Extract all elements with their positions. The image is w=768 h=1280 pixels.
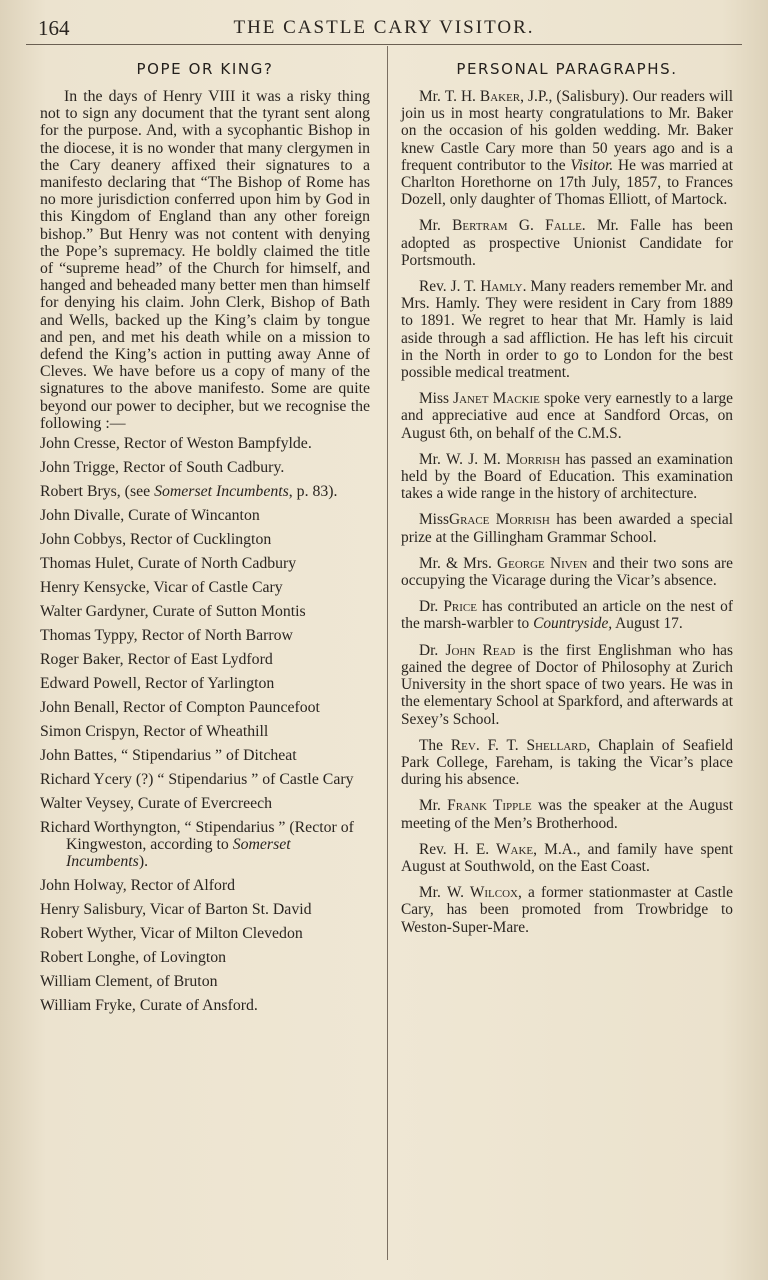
signatory-entry <box>40 675 370 692</box>
paragraph-text-tail: August 17. <box>612 615 683 633</box>
paragraph-prefix: Rev. <box>419 840 454 858</box>
signatory-text: John Benall, Rector of Compton Pauncefoot <box>40 699 320 717</box>
signatory-entry <box>40 901 370 918</box>
paragraph-text: . Mr. Falle has been adopted as prospective Unionist Candidate for Portsmouth. <box>401 217 734 269</box>
signatory-text: Henry Salisbury, Vicar of Barton St. David <box>40 901 312 919</box>
paragraph-prefix: Mr. <box>419 217 453 235</box>
signatory-text: John Divalle, Curate of Wincanton <box>40 507 260 525</box>
personal-paragraph <box>401 737 733 789</box>
paragraph-prefix: Rev. <box>419 278 451 296</box>
signatory-entry <box>40 699 370 716</box>
page-header <box>26 8 742 45</box>
personal-paragraph <box>401 88 733 208</box>
paragraph-prefix: Mr. <box>419 450 447 468</box>
paragraph-text: , M.A., and family have spent August at Southwold, on the East Coast. <box>401 840 733 875</box>
italic-title: Countryside, <box>533 615 613 633</box>
signatory-text: John Cresse, Rector of Weston Bampfylde. <box>40 435 312 453</box>
signatory-entry <box>40 795 370 812</box>
paragraph-prefix: The <box>419 736 451 754</box>
signatory-entry <box>40 483 370 500</box>
personal-paragraphs-list <box>401 88 733 936</box>
person-name: Rev. F. T. Shellard <box>450 736 587 754</box>
signatory-entry <box>40 555 370 572</box>
signatory-entry <box>40 819 370 870</box>
paragraph-prefix: Mr. <box>419 884 447 902</box>
paragraph-text: was the speaker at the August meeting of the Men’s Brotherhood. <box>401 797 733 832</box>
person-name: J. T. Hamly <box>450 278 523 296</box>
personal-paragraph <box>401 217 733 269</box>
paragraph-text: is the first Englishman who has gained the degree of Doctor of Philosophy at Zurich University in the short space of two years. He was in the elementary School at Sparkford, and afterwards at Sexey’s School. <box>401 641 733 728</box>
page-number: 164 <box>38 16 70 40</box>
signatory-entry <box>40 997 370 1014</box>
personal-paragraph <box>401 797 733 831</box>
source-title: Somerset Incumbents <box>66 836 291 871</box>
signatory-text: William Clement, of Bruton <box>40 973 218 991</box>
paragraph-prefix: Dr. <box>419 598 444 616</box>
paragraph-prefix: Mr. & Mrs. <box>419 554 497 572</box>
signatory-text: Henry Kensycke, Vicar of Castle Cary <box>40 579 283 597</box>
signatories-list <box>40 435 370 1014</box>
paragraph-text: has contributed an article on the nest of the marsh-warbler to <box>401 598 733 633</box>
personal-paragraph <box>401 555 733 589</box>
signatory-text: Walter Gardyner, Curate of Sutton Montis <box>40 603 306 621</box>
right-column <box>401 58 733 945</box>
person-name: W. Wilcox <box>446 884 518 902</box>
person-name: H. E. Wake <box>453 840 534 858</box>
signatory-text: Richard Worthyngton, “ Stipendarius ” (Rector of Kingweston, according to <box>40 819 354 854</box>
signatory-text: John Cobbys, Rector of Cucklington <box>40 531 272 549</box>
paragraph-text: has been awarded a special prize at the Gillingham Grammar School. <box>401 511 734 546</box>
column-divider <box>387 46 388 1260</box>
personal-paragraph <box>401 390 733 442</box>
signatory-entry <box>40 651 370 668</box>
signatory-entry <box>40 747 370 764</box>
signatory-text: Walter Veysey, Curate of Evercreech <box>40 795 273 813</box>
paragraph-text: spoke very earnestly to a large and appreciative aud ence at Sandford Orcas, on August 6th, on behalf of the C.M.S. <box>401 390 733 442</box>
paragraph-prefix: Mr. <box>419 88 445 105</box>
source-title: Somerset Incumbents <box>154 483 289 501</box>
italic-title: Visitor. <box>570 156 614 174</box>
paragraph-prefix: Dr. <box>419 641 446 659</box>
signatory-text: Robert Brys, (see <box>40 483 155 501</box>
person-name: Grace Morrish <box>448 511 550 529</box>
signatory-entry <box>40 459 370 476</box>
person-name: John Read <box>445 641 516 659</box>
personal-paragraph <box>401 642 733 728</box>
personal-paragraph <box>401 884 733 936</box>
signatory-text: John Holway, Rector of Alford <box>40 877 236 895</box>
person-name: Price <box>443 598 477 616</box>
signatory-text: Richard Ycery (?) “ Stipendarius ” of Castle Cary <box>40 771 354 789</box>
signatory-text-tail: , p. 83). <box>288 483 338 501</box>
signatory-text: William Fryke, Curate of Ansford. <box>40 997 258 1015</box>
signatory-entry <box>40 949 370 966</box>
person-name: T. H. Baker <box>444 88 521 105</box>
signatory-text: Roger Baker, Rector of East Lydford <box>40 651 273 669</box>
paragraph-prefix: Mr. <box>419 797 448 815</box>
person-name: Janet Mackie <box>453 390 540 408</box>
left-column <box>40 58 370 1021</box>
signatory-entry <box>40 507 370 524</box>
signatory-text: Robert Wyther, Vicar of Milton Clevedon <box>40 925 303 943</box>
signatory-text: John Battes, “ Stipendarius ” of Ditcheat <box>40 747 297 765</box>
signatory-text: Edward Powell, Rector of Yarlington <box>40 675 275 693</box>
signatory-entry <box>40 603 370 620</box>
signatory-entry <box>40 723 370 740</box>
paragraph-text: and their two sons are occupying the Vicarage during the Vicar’s absence. <box>401 554 733 590</box>
paragraph-text-tail: He was married at Charlton Horethorne on 17th July, 1857, to Frances Dozell, only daughter of Thomas Elliott, of Martock. <box>401 156 733 209</box>
paragraph-prefix: Miss <box>419 390 454 408</box>
paragraph-text: , Chaplain of Seafield Park College, Fareham, is taking the Vicar’s place during his absence. <box>401 736 733 789</box>
paragraph-prefix: Miss <box>419 511 449 529</box>
personal-paragraph <box>401 451 733 503</box>
signatory-entry <box>40 579 370 596</box>
signatory-entry <box>40 771 370 788</box>
signatory-entry <box>40 925 370 942</box>
signatory-text-tail: ). <box>138 853 149 871</box>
paragraph-text: , a former stationmaster at Castle Cary, has been promoted from Trowbridge to Weston-Super-Mare. <box>401 884 733 936</box>
signatory-text: John Trigge, Rector of South Cadbury. <box>40 459 285 477</box>
personal-paragraph <box>401 598 733 632</box>
article-body: In the days of Henry VIII it was a risky thing not to sign any document that the tyrant sent along for the purpose. And, with a sycophantic Bishop in the diocese, it is no wonder that many clergymen in the Cary deanery affixed their signatures to a manifesto declaring that “The Bishop of Rome has no more jurisdiction conferred upon him by God in this Kingdom of England than any other foreign bishop.” But Henry was not content with denying the Pope’s supremacy. He boldly claimed the title of “supreme head” of the Church for himself, and hanged and beheaded many better men than himself for denying his claim. John Clerk, Bishop of Bath and Wells, backed up the King’s claim by tongue and pen, and met his death while on a mission to defend the King’s action in putting away Anne of Cleves. We have before us a copy of many of the signatures to the above manifesto. Some are quite beyond our power to decipher, but we recognise the following :— <box>40 88 370 432</box>
paragraph-text: , J.P., (Salisbury). Our readers will join us in most hearty congratulations to Mr. Baker on the occasion of his golden wedding. Mr. Baker knew Castle Cary more than 50 years ago and is a frequent contributor to the <box>401 88 733 174</box>
signatory-entry <box>40 627 370 644</box>
signatory-text: Thomas Typpy, Rector of North Barrow <box>40 627 293 645</box>
paragraph-text: has passed an examination held by the Board of Education. This examination takes a wide range in the history of architecture. <box>401 450 733 503</box>
personal-paragraph <box>401 511 733 545</box>
paragraph-text: . Many readers remember Mr. and Mrs. Hamly. They were resident in Cary from 1889 to 1891. We regret to hear that Mr. Hamly is laid aside through a sad affliction. He has left his circuit in the North in order to go to London for the best possible medical treatment. <box>401 278 733 382</box>
signatory-entry <box>40 973 370 990</box>
signatory-text: Simon Crispyn, Rector of Wheathill <box>40 723 269 741</box>
personal-paragraph <box>401 278 733 381</box>
person-name: George Niven <box>497 554 588 572</box>
signatory-text: Thomas Hulet, Curate of North Cadbury <box>40 555 297 573</box>
personal-paragraph <box>401 841 733 875</box>
person-name: Frank Tipple <box>447 797 532 815</box>
signatory-entry <box>40 877 370 894</box>
signatory-entry <box>40 531 370 548</box>
running-title: THE CASTLE CARY VISITOR. <box>233 17 535 38</box>
article-title-pope-or-king: POPE OR KING? <box>136 60 274 78</box>
article-title-personal-paragraphs: PERSONAL PARAGRAPHS. <box>456 60 678 78</box>
signatory-text: Robert Longhe, of Lovington <box>40 949 227 967</box>
person-name: Bertram G. Falle <box>452 217 582 235</box>
signatory-entry <box>40 435 370 452</box>
person-name: W. J. M. Morrish <box>446 450 561 468</box>
